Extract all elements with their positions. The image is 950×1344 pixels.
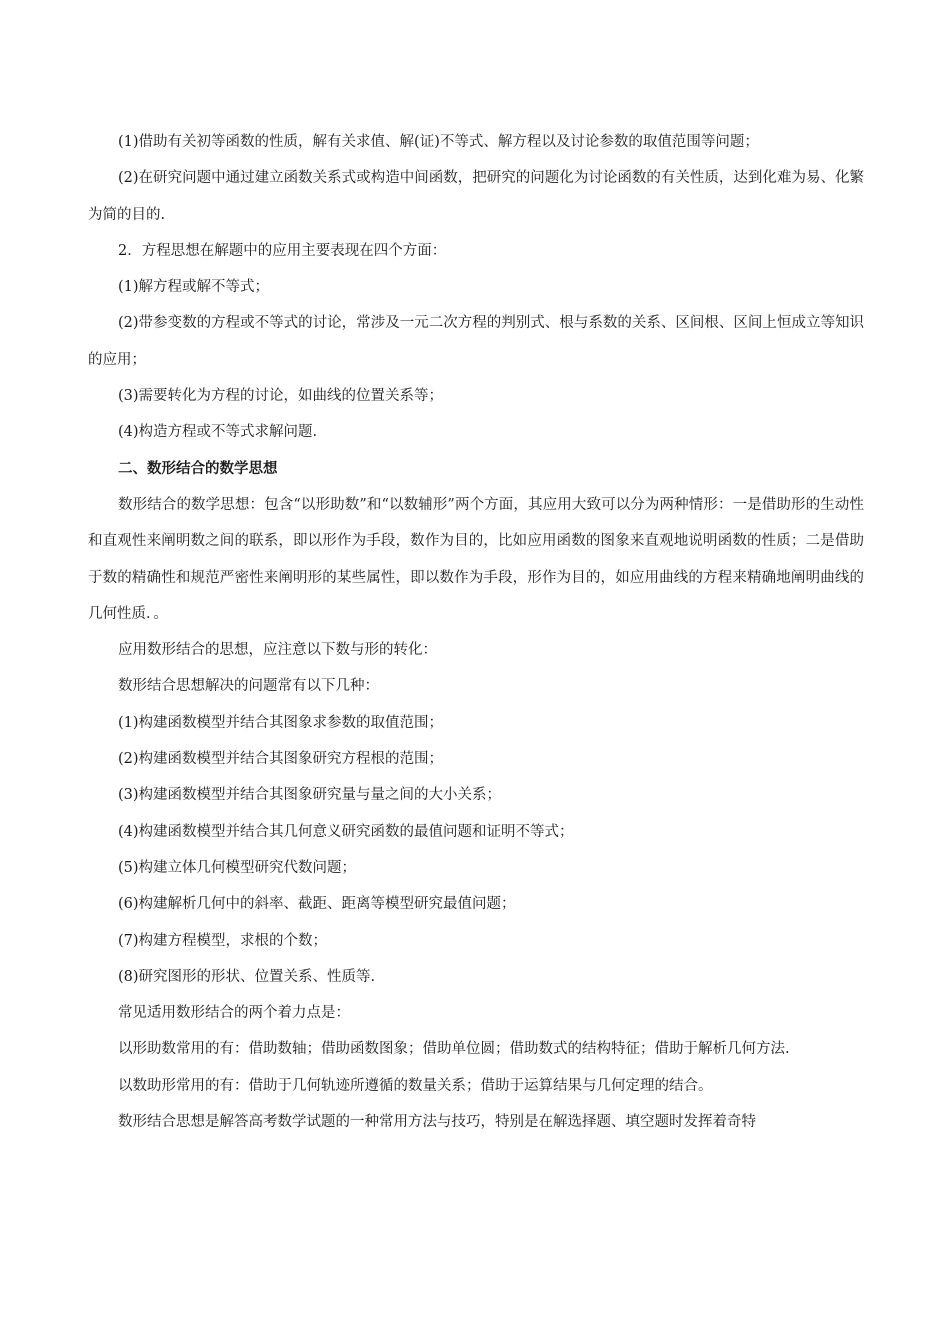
- paragraph: (1)解方程或解不等式；: [118, 279, 270, 296]
- list-item: (3)构建函数模型并结合其图象研究量与量之间的大小关系；: [118, 787, 502, 804]
- paragraph: (4)构造方程或不等式求解问题.: [118, 424, 318, 441]
- document-body: [88, 124, 864, 1140]
- section-heading: 二、数形结合的数学思想: [118, 460, 278, 477]
- paragraph: 数形结合的数学思想：包含“以形助数”和“以数辅形”两个方面，其应用大致可以分为两种情形：一是借助形的生动性和直观性来阐明数之间的联系，即以形作为手段，数作为目的，比如应用函数的图象来直观地说明函数的性质；二是借助于数的精确性和规范严密性来阐明形的某些属性，即以数作为手段，形作为目的，如应用曲线的方程来精确地阐明曲线的几何性质．。: [88, 496, 864, 622]
- paragraph: 2．方程思想在解题中的应用主要表现在四个方面：: [118, 242, 447, 259]
- paragraph: 数形结合思想是解答高考数学试题的一种常用方法与技巧，特别是在解选择题、填空题时发挥着奇特: [118, 1114, 756, 1131]
- paragraph: 以数助形常用的有：借助于几何轨迹所遵循的数量关系；借助于运算结果与几何定理的结合。: [118, 1077, 713, 1094]
- paragraph: 常见适用数形结合的两个着力点是：: [118, 1005, 350, 1022]
- list-item: (8)研究图形的形状、位置关系、性质等.: [118, 968, 376, 985]
- list-item: (1)构建函数模型并结合其图象求参数的取值范围；: [118, 714, 444, 731]
- list-item: (2)构建函数模型并结合其图象研究方程根的范围；: [118, 751, 444, 768]
- paragraph: (1)借助有关初等函数的性质，解有关求值、解(证)不等式、解方程以及讨论参数的取值范围等问题；: [118, 134, 759, 150]
- paragraph: 应用数形结合的思想，应注意以下数与形的转化：: [118, 642, 437, 659]
- list-item: (4)构建函数模型并结合其几何意义研究函数的最值问题和证明不等式；: [118, 823, 574, 840]
- paragraph: (2)在研究问题中通过建立函数关系式或构造中间函数，把研究的问题化为讨论函数的有关性质，达到化难为易、化繁为简的目的.: [88, 170, 864, 223]
- paragraph: 以形助数常用的有：借助数轴；借助函数图象；借助单位圆；借助数式的结构特征；借助于解析几何方法.: [118, 1041, 790, 1058]
- list-item: (5)构建立体几何模型研究代数问题；: [118, 859, 357, 876]
- list-item: (6)构建解析几何中的斜率、截距、距离等模型研究最值问题；: [118, 896, 516, 913]
- list-item: (7)构建方程模型，求根的个数；: [118, 932, 328, 949]
- paragraph: (3)需要转化为方程的讨论，如曲线的位置关系等；: [118, 388, 444, 405]
- paragraph: 数形结合思想解决的问题常有以下几种：: [118, 678, 379, 695]
- paragraph: (2)带参变数的方程或不等式的讨论，常涉及一元二次方程的判别式、根与系数的关系、区间根、区间上恒成立等知识的应用；: [88, 315, 864, 368]
